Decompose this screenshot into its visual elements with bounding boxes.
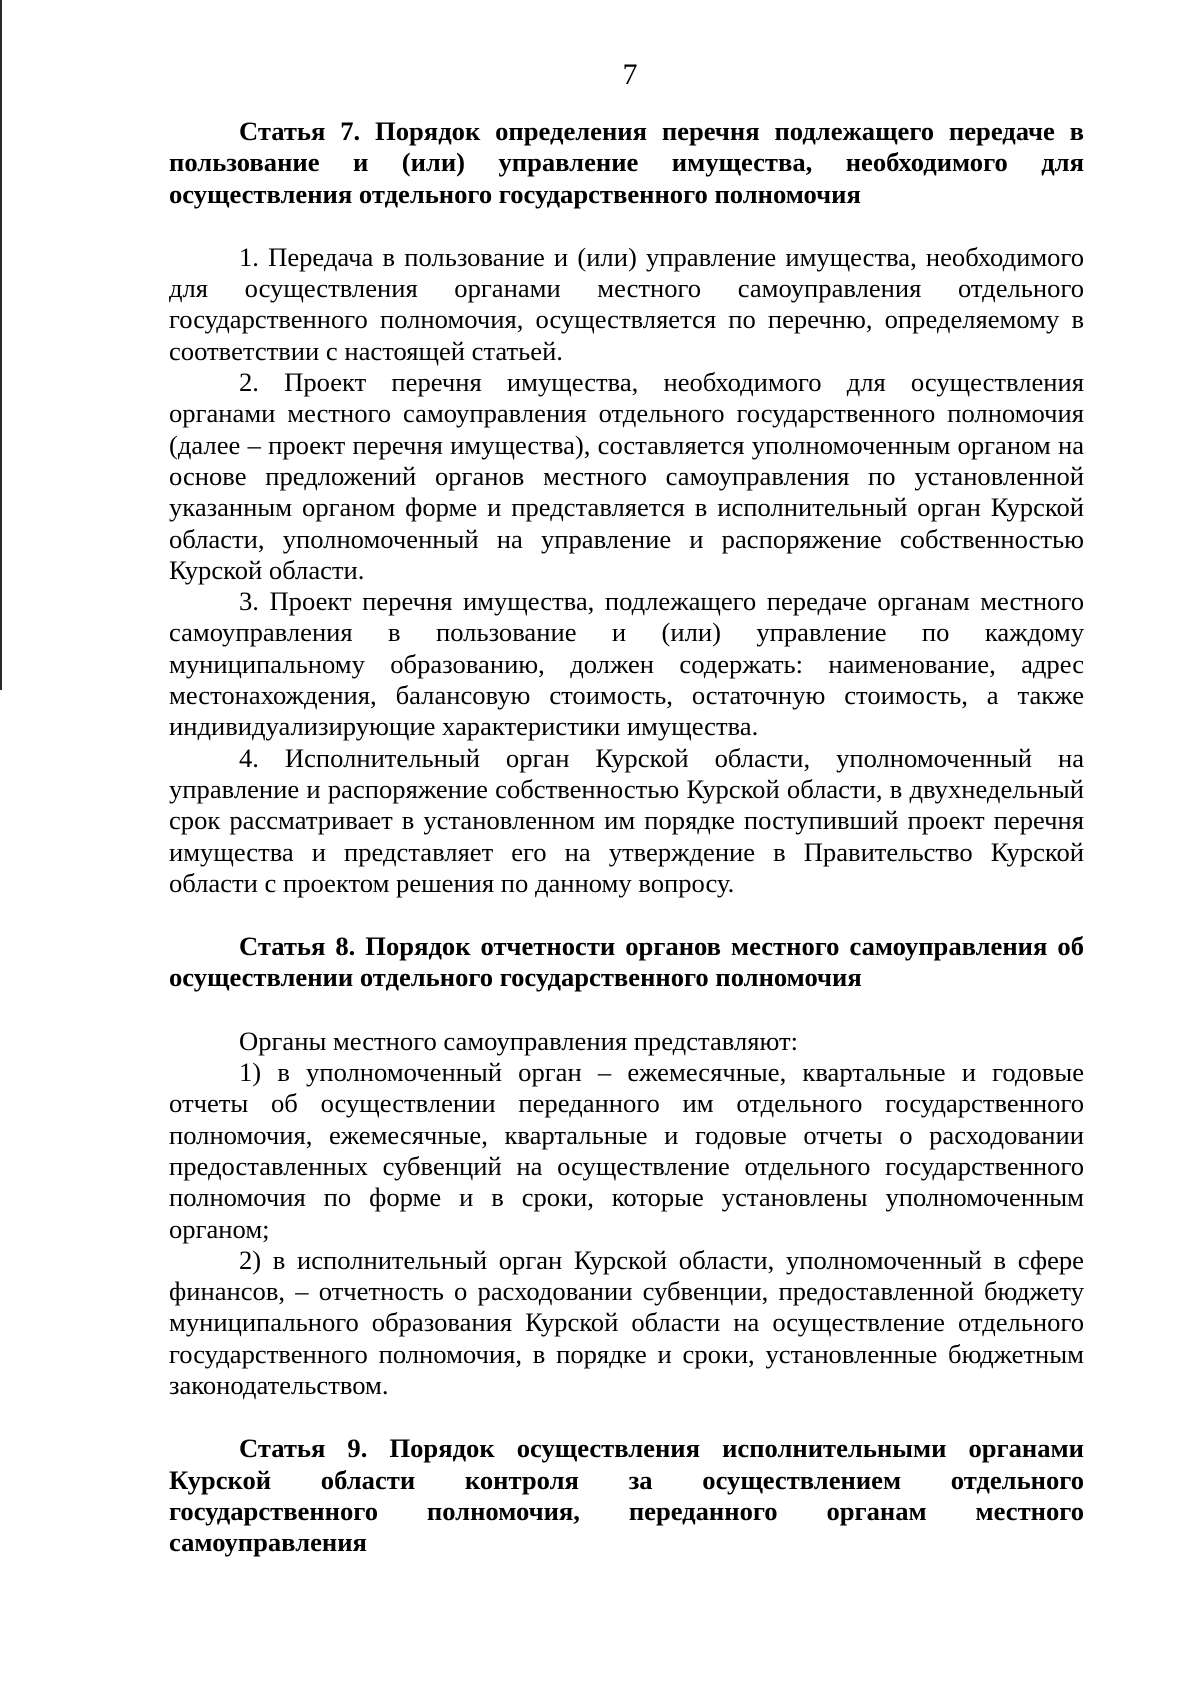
article-8-item-1: 1) в уполномоченный орган – ежемесячные, квартальные и годовые отчеты об осуществлении переданного им отдельного государственного полномочия, ежемесячные, квартальные и годовые отчеты о расходовании предоставленных субвенций на осуществление отдельного государственного полномочия по форме и в сроки, которые установлены уполномоченным органом; — [169, 1057, 1084, 1244]
page-number: 7 — [622, 58, 638, 91]
article-8-intro: Органы местного самоуправления представляют: — [239, 1025, 799, 1056]
article-7-paragraph-4: 4. Исполнительный орган Курской области, уполномоченный на управление и распоряжение собственностью Курской области, в двухнедельный срок рассматривает в установленном им порядке поступивший проект перечня имущества и представляет его на утверждение в Правительство Курской области с проектом решения по данному вопросу. — [169, 742, 1084, 898]
scan-edge-line — [0, 0, 2, 690]
article-9-heading: Статья 9. Порядок осуществления исполнительными органами Курской области контроля за осуществлением отдельного государственного полномочия, переданного органам местного самоуправления — [169, 1433, 1084, 1558]
article-7 — [169, 116, 1084, 899]
article-7-paragraph-2: 2. Проект перечня имущества, необходимого для осуществления органами местного самоуправления отдельного государственного полномочия (далее – проект перечня имущества), составляется уполномоченным органом на основе предложений органов местного самоуправления по установленной указанным органом форме и представляется в исполнительный орган Курской области, уполномоченный на управление и распоряжение собственностью Курской области. — [169, 367, 1084, 585]
article-7-paragraph-1: 1. Передача в пользование и (или) управление имущества, необходимого для осуществления органами местного самоуправления отдельного государственного полномочия, осуществляется по перечню, определяемому в соответствии с настоящей статьей. — [169, 241, 1084, 366]
article-7-heading: Статья 7. Порядок определения перечня подлежащего передаче в пользование и (или) управление имущества, необходимого для осуществления отдельного государственного полномочия — [169, 116, 1084, 209]
article-8-heading: Статья 8. Порядок отчетности органов местного самоуправления об осуществлении отдельного государственного полномочия — [169, 931, 1084, 993]
article-8 — [169, 931, 1084, 1401]
article-9 — [169, 1433, 1084, 1558]
document-body — [169, 116, 1084, 1558]
article-8-item-2: 2) в исполнительный орган Курской области, уполномоченный в сфере финансов, – отчетность о расходовании субвенции, предоставленной бюджету муниципального образования Курской области на осуществление отдельного государственного полномочия, в порядке и сроки, установленные бюджетным законодательством. — [169, 1244, 1084, 1400]
article-7-paragraph-3: 3. Проект перечня имущества, подлежащего передаче органам местного самоуправления в пользование и (или) управление по каждому муниципальному образованию, должен содержать: наименование, адрес местонахождения, балансовую стоимость, остаточную стоимость, а также индивидуализирующие характеристики имущества. — [169, 586, 1084, 742]
